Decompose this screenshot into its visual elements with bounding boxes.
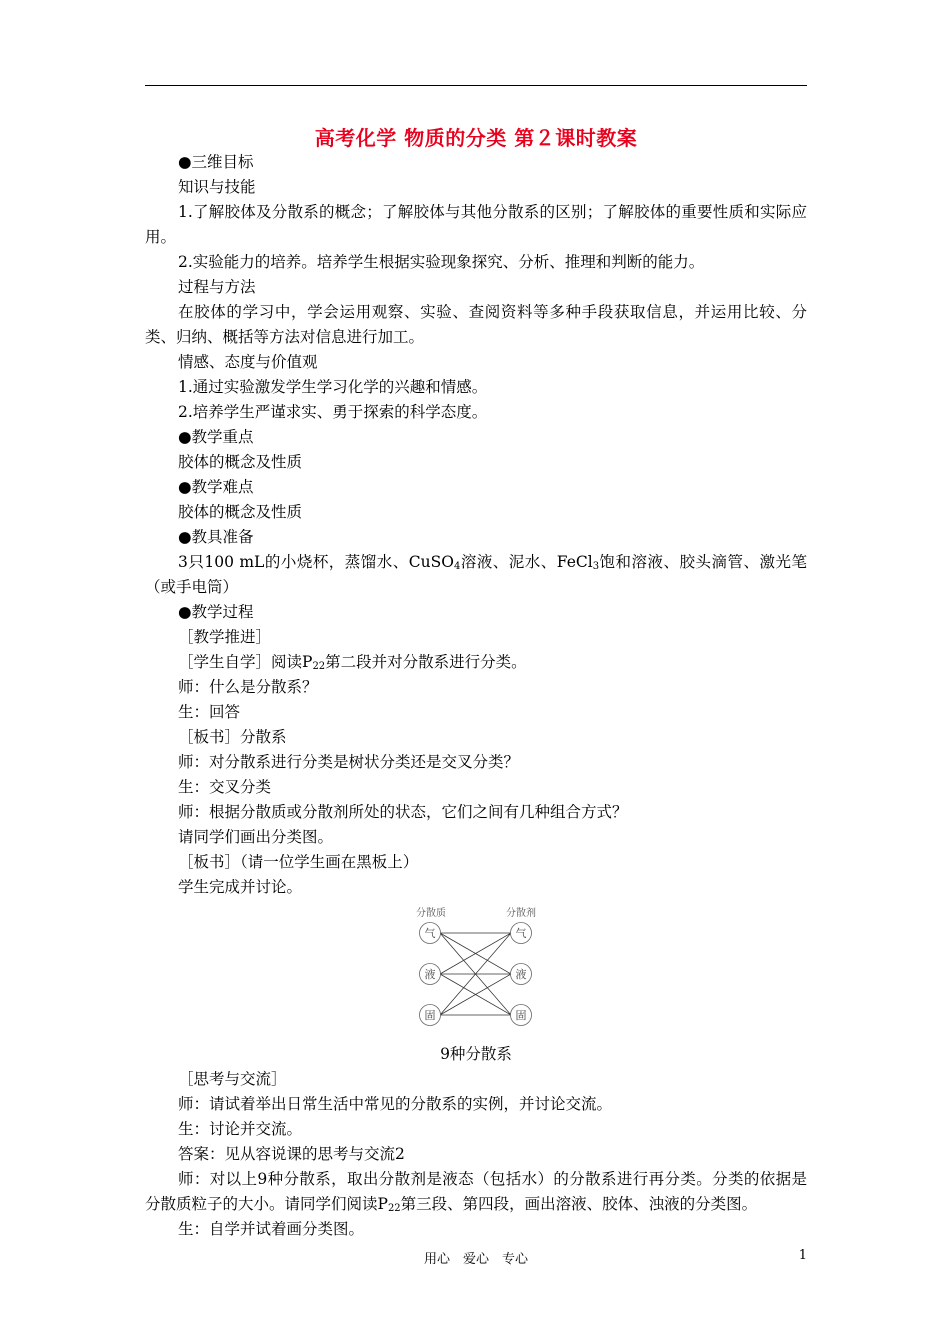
node-label: 液 <box>515 968 527 981</box>
paragraph: 师：对分散系进行分类是树状分类还是交叉分类？ <box>178 753 520 771</box>
paragraph: 师：请试着举出日常生活中常见的分散系的实例，并讨论交流。 <box>178 1095 613 1113</box>
text-run: 饱和溶液、胶头滴管、激光笔（或手电筒） <box>145 553 807 596</box>
left-header: 分散质 <box>416 908 446 919</box>
right-node-gas <box>511 923 532 944</box>
dispersion-diagram-svg <box>403 902 549 1040</box>
right-header: 分散剂 <box>506 908 536 919</box>
paragraph: ●教具准备 <box>178 528 254 546</box>
text-run: ［学生自学］阅读P <box>178 653 313 671</box>
page-number: 1 <box>798 1248 807 1263</box>
diagram-caption: 9种分散系 <box>440 1045 512 1063</box>
text-run: 第三段、第四段，画出溶液、胶体、浊液的分类图。 <box>400 1195 758 1213</box>
paragraph: 情感、态度与价值观 <box>178 353 318 371</box>
paragraph: 胶体的概念及性质 <box>178 453 303 471</box>
document-body <box>145 150 807 1242</box>
paragraph: 1.通过实验激发学生学习化学的兴趣和情感。 <box>178 378 488 396</box>
paragraph: 答案：见从容说课的思考与交流2 <box>178 1145 405 1163</box>
paragraph: 师：根据分散质或分散剂所处的状态，它们之间有几种组合方式？ <box>178 803 628 821</box>
text-run: 师：对以上9种分散系，取出分散剂是液态（包括水）的分散系进行再分类。分类的依据是分散质粒子的大小。请同学们阅读P <box>145 1170 807 1213</box>
left-node-liquid <box>420 964 441 985</box>
node-label: 气 <box>424 927 436 940</box>
node-label: 固 <box>515 1009 527 1022</box>
left-node-solid <box>420 1005 441 1026</box>
connection-lines <box>440 933 511 1015</box>
right-node-solid <box>511 1005 532 1026</box>
left-node-gas <box>420 923 441 944</box>
subscript: 3 <box>592 561 600 572</box>
paragraph: 师：什么是分散系？ <box>178 678 318 696</box>
paragraph: 知识与技能 <box>178 178 256 196</box>
paragraph: 生：回答 <box>178 703 241 721</box>
node-label: 液 <box>424 968 436 981</box>
self-study-paragraph <box>145 650 807 675</box>
paragraph: ［思考与交流］ <box>178 1070 287 1088</box>
document-title: 高考化学 物质的分类 第２课时教案 <box>314 126 638 150</box>
subscript: 4 <box>453 561 461 572</box>
node-label: 气 <box>515 927 527 940</box>
paragraph: 2.实验能力的培养。培养学生根据实验现象探究、分析、推理和判断的能力。 <box>178 253 705 271</box>
paragraph: 过程与方法 <box>178 278 256 296</box>
paragraph: 生：讨论并交流。 <box>178 1120 303 1138</box>
paragraph: 请同学们画出分类图。 <box>178 828 334 846</box>
paragraph: 在胶体的学习中，学会运用观察、实验、查阅资料等多种手段获取信息，并运用比较、分类、归纳、概括等方法对信息进行加工。 <box>145 303 807 346</box>
paragraph: ［板书］分散系 <box>178 728 287 746</box>
subscript: 22 <box>312 661 326 672</box>
paragraph: 胶体的概念及性质 <box>178 503 303 521</box>
paragraph: ［教学推进］ <box>178 628 272 646</box>
dispersion-diagram <box>145 902 807 1042</box>
text-run: 第二段并对分散系进行分类。 <box>325 653 527 671</box>
text-run: 溶液、泥水、FeCl <box>460 553 593 571</box>
footer-motto: 用心 爱心 专心 <box>423 1252 528 1267</box>
node-label: 固 <box>424 1009 436 1022</box>
paragraph: 生：自学并试着画分类图。 <box>178 1220 365 1238</box>
header-rule <box>145 85 807 86</box>
right-node-liquid <box>511 964 532 985</box>
text-run: 3只100 mL的小烧杯，蒸馏水、CuSO <box>178 553 454 571</box>
paragraph: 生：交叉分类 <box>178 778 272 796</box>
paragraph: ●教学过程 <box>178 603 254 621</box>
paragraph: ●三维目标 <box>178 153 254 171</box>
paragraph: ●教学难点 <box>178 478 254 496</box>
subscript: 22 <box>387 1203 401 1214</box>
paragraph: 学生完成并讨论。 <box>178 878 303 896</box>
materials-paragraph <box>145 550 807 600</box>
paragraph: 2.培养学生严谨求实、勇于探索的科学态度。 <box>178 403 488 421</box>
paragraph: ［板书］（请一位学生画在黑板上） <box>178 853 419 871</box>
paragraph: ●教学重点 <box>178 428 254 446</box>
teacher-paragraph <box>145 1167 807 1217</box>
paragraph: 1.了解胶体及分散系的概念；了解胶体与其他分散系的区别；了解胶体的重要性质和实际应用。 <box>145 203 807 246</box>
